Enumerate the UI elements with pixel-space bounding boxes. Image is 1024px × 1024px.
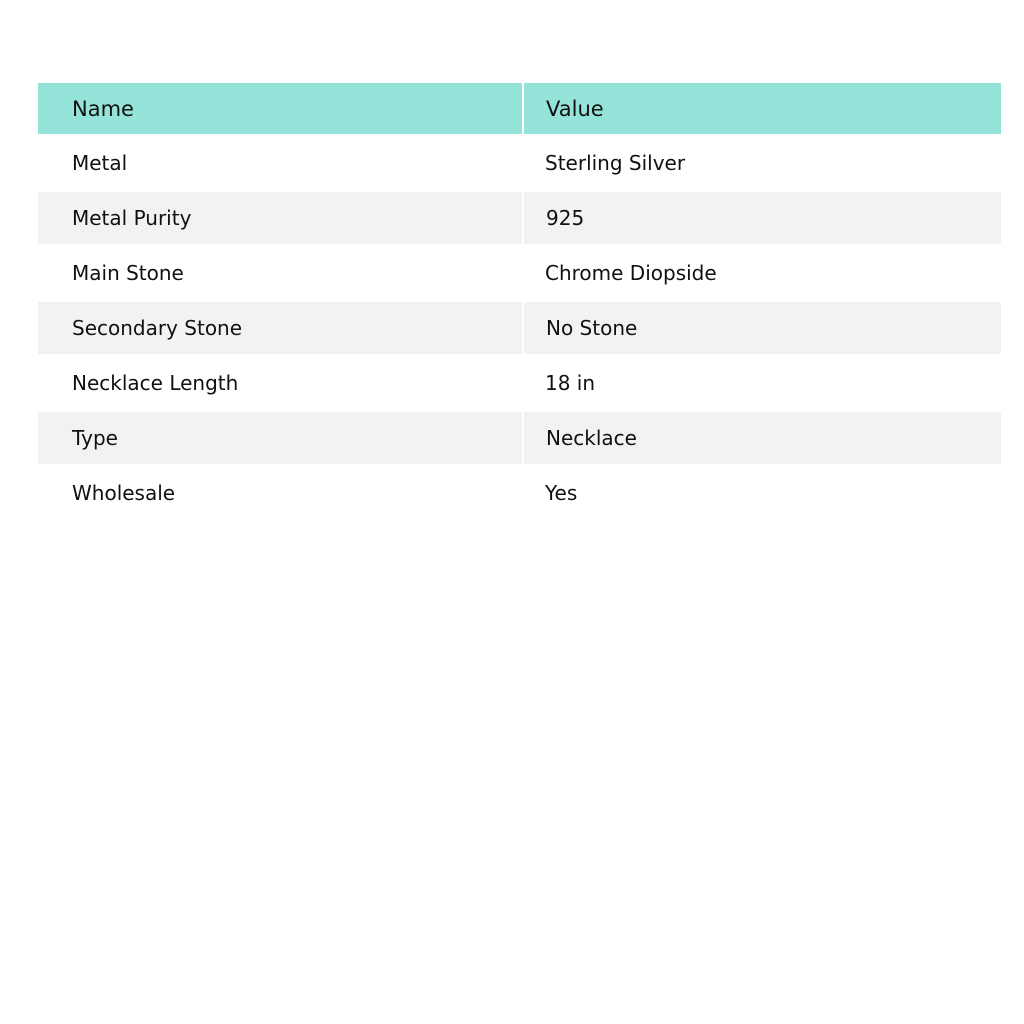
table-row [38,134,1001,192]
table-row [38,302,1001,354]
cell-name: Wholesale [72,481,176,505]
cell-value: Necklace [523,412,1001,464]
cell-value: Chrome Diopside [545,261,717,285]
cell-value: 18 in [545,371,596,395]
cell-name: Necklace Length [72,371,239,395]
table-body [38,134,1001,522]
table-row [38,192,1001,244]
specifications-table [38,83,1001,522]
cell-name: Metal Purity [38,192,523,244]
table-row [38,354,1001,412]
header-row [38,83,1001,134]
column-header-name: Name [38,83,523,134]
cell-value: Yes [545,481,578,505]
table-row [38,464,1001,522]
cell-name: Secondary Stone [38,302,523,354]
cell-value: 925 [523,192,1001,244]
table-row [38,412,1001,464]
cell-name: Main Stone [72,261,184,285]
cell-name: Metal [72,151,128,175]
column-header-value: Value [523,83,1001,134]
cell-value: No Stone [523,302,1001,354]
cell-value: Sterling Silver [545,151,686,175]
table-row [38,244,1001,302]
cell-name: Type [38,412,523,464]
table-header [38,83,1001,134]
